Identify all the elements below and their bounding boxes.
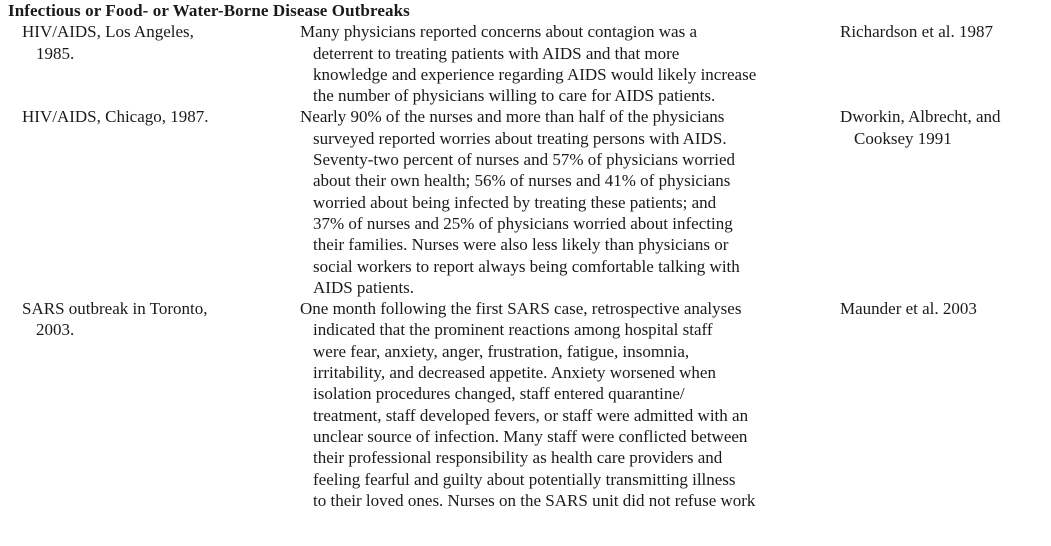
finding-cell	[300, 106, 840, 298]
setting-line: HIV/AIDS, Chicago, 1987.	[22, 107, 209, 127]
finding-line: treatment, staff developed fevers, or staff were admitted with an	[313, 405, 749, 425]
setting-line: HIV/AIDS, Los Angeles,	[22, 22, 194, 42]
finding-line: 37% of nurses and 25% of physicians worried about infecting	[313, 213, 733, 233]
setting-cell	[0, 298, 300, 511]
finding-cell	[300, 298, 840, 511]
finding-line: Many physicians reported concerns about contagion was a	[300, 22, 698, 42]
citation-line: Richardson et al. 1987	[840, 22, 993, 42]
finding-line: Seventy-two percent of nurses and 57% of physicians worried	[313, 150, 736, 170]
finding-line: were fear, anxiety, anger, frustration, fatigue, insomnia,	[313, 341, 690, 361]
finding-line: social workers to report always being comfortable talking with	[313, 256, 740, 276]
citation-line: Dworkin, Albrecht, and	[840, 107, 1001, 127]
finding-line: worried about being infected by treating these patients; and	[313, 192, 717, 212]
finding-line: indicated that the prominent reactions among hospital staff	[313, 320, 713, 340]
setting-cell	[0, 106, 300, 298]
finding-line: to their loved ones. Nurses on the SARS unit did not refuse work	[313, 490, 756, 510]
finding-line: their families. Nurses were also less likely than physicians or	[313, 235, 729, 255]
citation-cell	[840, 298, 1051, 511]
finding-line: deterrent to treating patients with AIDS and that more	[313, 43, 680, 63]
outbreak-studies-table	[0, 21, 1051, 511]
finding-line: knowledge and experience regarding AIDS would likely increase	[313, 64, 757, 84]
finding-line: their professional responsibility as health care providers and	[313, 448, 723, 468]
citation-line: Cooksey 1991	[854, 128, 952, 148]
finding-line: isolation procedures changed, staff entered quarantine/	[313, 384, 685, 404]
finding-line: One month following the first SARS case, retrospective analyses	[300, 299, 742, 319]
table-row	[0, 298, 1051, 511]
table-row	[0, 21, 1051, 106]
finding-line: unclear source of infection. Many staff were conflicted between	[313, 426, 748, 446]
setting-line: SARS outbreak in Toronto,	[22, 299, 208, 319]
setting-line: 2003.	[36, 320, 75, 340]
finding-line: irritability, and decreased appetite. Anxiety worsened when	[313, 363, 716, 383]
finding-line: the number of physicians willing to care for AIDS patients.	[313, 86, 716, 106]
table-row	[0, 106, 1051, 298]
section-heading: Infectious or Food- or Water-Borne Disease Outbreaks	[8, 1, 410, 20]
finding-line: about their own health; 56% of nurses and 41% of physicians	[313, 171, 731, 191]
citation-line: Maunder et al. 2003	[840, 299, 977, 319]
citation-cell	[840, 106, 1051, 298]
finding-line: surveyed reported worries about treating persons with AIDS.	[313, 128, 727, 148]
setting-cell	[0, 21, 300, 106]
finding-line: AIDS patients.	[313, 277, 415, 297]
setting-line: 1985.	[36, 43, 75, 63]
finding-line: feeling fearful and guilty about potentially transmitting illness	[313, 469, 736, 489]
finding-cell	[300, 21, 840, 106]
citation-cell	[840, 21, 1051, 106]
finding-line: Nearly 90% of the nurses and more than half of the physicians	[300, 107, 725, 127]
